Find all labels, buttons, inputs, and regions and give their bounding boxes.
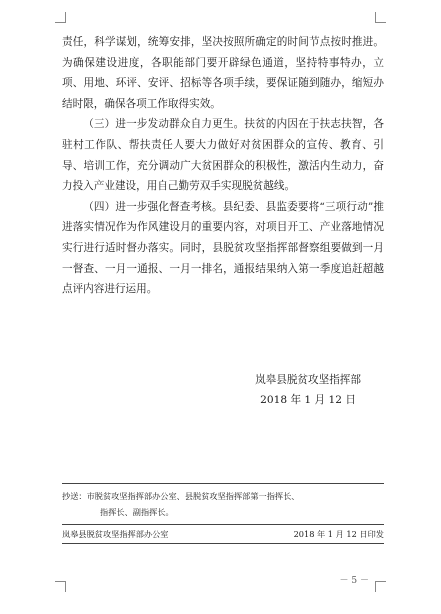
signature-date: 2018 年 1 月 12 日 — [260, 394, 356, 406]
signature-block — [255, 370, 361, 410]
cc-line: 抄送：市脱贫攻坚指挥部办公室、县脱贫攻坚指挥部第一指挥长、 — [62, 491, 300, 501]
issue-date: 2018 年 1 月 12 日印发 — [293, 529, 384, 539]
signature-org: 岚皋县脱贫攻坚指挥部 — [255, 374, 361, 386]
cc-line: 指挥长、副指挥长。 — [100, 507, 174, 517]
paragraph: 责任，科学谋划，统筹安排，坚决按照所确定的时间节点按时推进。为确保建设进度，各职能部门要开辟绿色通道，坚持特事特办，立项、用地、环评、安评、招标等各项手续，要保证随到随办，缩短办结时限，确保各项工作取得实效。 — [62, 36, 384, 110]
body-text — [62, 32, 384, 300]
page-number: － 5 － — [339, 576, 369, 586]
issue-line — [62, 524, 384, 544]
paragraph: （四）进一步强化督查考核。县纪委、县监委要将“三项行动”推进落实情况作为作风建设月的重要内容，对项目开工、产业落地情况实行进行适时督办落实。同时，县脱贫攻坚指挥部督察组要做到一月一督查、一月一通报、一月一排名，通报结果纳入第一季度追赶超越点评内容进行运用。 — [62, 200, 384, 296]
issuing-office: 岚皋县脱贫攻坚指挥部办公室 — [62, 529, 169, 539]
crop-mark — [55, 12, 66, 23]
crop-mark — [375, 12, 386, 23]
paragraph: （三）进一步发动群众自力更生。扶贫的内因在于扶志扶智，各驻村工作队、帮扶责任人要大力做好对贫困群众的宣传、教育、引导、培训工作，充分调动广大贫困群众的积极性，激活内生动力，奋力投入产业建设，用自己勤劳双手实现脱贫越线。 — [62, 118, 384, 193]
crop-mark — [375, 581, 386, 592]
crop-mark — [55, 581, 66, 592]
cc-block — [62, 483, 384, 525]
